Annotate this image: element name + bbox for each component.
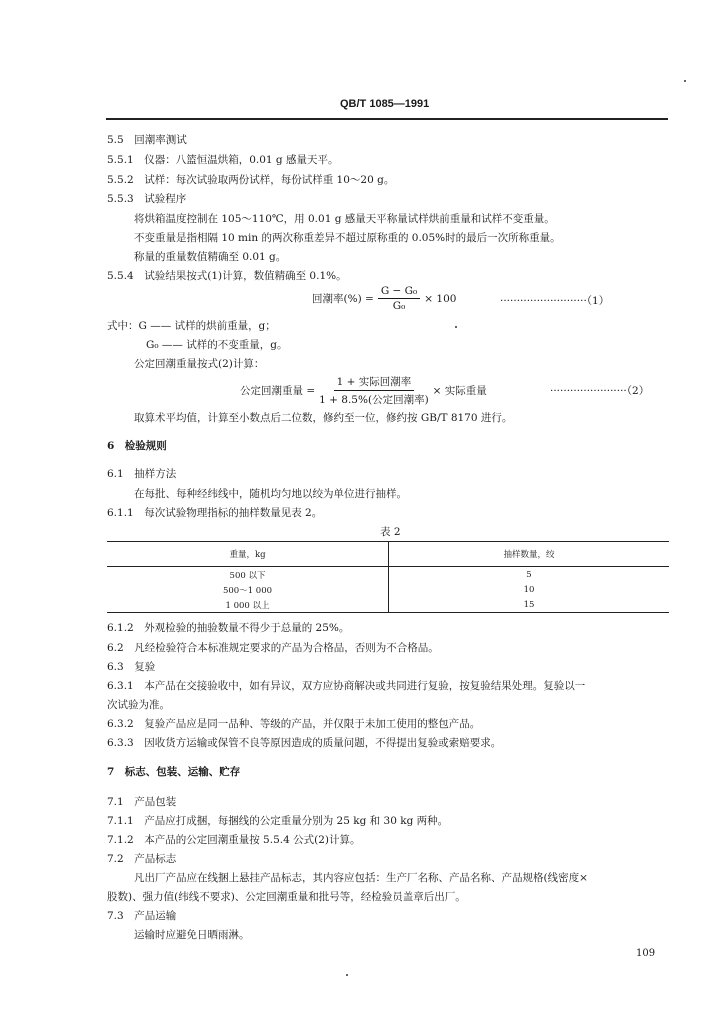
section-7-title: 7 标志、包装、运输、贮存: [107, 766, 241, 778]
standard-code: QB/T 1085—1991: [340, 98, 430, 110]
equation-2: [240, 374, 487, 407]
clause-7-1-1: 7.1.1 产品应打成捆，每捆线的公定重量分别为 25 kg 和 30 kg 两种。: [107, 815, 449, 827]
col-header-weight: 重量，kg: [107, 542, 389, 567]
cell-count: 10: [523, 584, 535, 595]
clause-6-3-1-line1: 6.3.1 本产品在交接验收中，如有异议，双方应协商解决或共同进行复验，按复验结果处理。复验以一: [107, 680, 586, 692]
clause-6-2: 6.2 凡经检验符合本标准规定要求的产品为合格品，否则为不合格品。: [107, 642, 439, 654]
eq1-rhs: × 100: [424, 292, 457, 305]
clause-7-1: 7.1 产品包装: [107, 796, 177, 808]
clause-6-3-2: 6.3.2 复验产品应是同一品种、等级的产品，并仅限于未加工使用的整包产品。: [107, 718, 481, 730]
eq2-numerator: 1 + 实际回潮率: [334, 374, 415, 391]
procedure-para-3: 称量的重量数值精确至 0.01 g。: [134, 251, 287, 263]
table-2-caption: 表 2: [380, 526, 401, 538]
where-line-2: G₀ —— 试样的不变重量，g。: [146, 339, 288, 351]
eq1-fraction: [378, 285, 420, 312]
where-line-1: 式中：G —— 试样的烘前重量，g；: [107, 320, 276, 332]
clause-7-2-line1: 凡出厂产品应在线捆上悬挂产品标志，其内容应包括：生产厂名称、产品名称、产品规格(线密度×: [134, 872, 588, 884]
eq2-intro: 公定回潮重量按式(2)计算：: [134, 358, 265, 370]
eq2-number: ·······················（2）: [550, 385, 650, 397]
procedure-para-1: 将烘箱温度控制在 105～110℃，用 0.01 g 感量天平称量试样烘前重量和试样不变重量。: [134, 213, 555, 225]
speck: [684, 80, 686, 82]
eq2-rhs: × 实际重量: [432, 385, 487, 397]
eq1-number: ··························（1）: [500, 295, 610, 307]
eq1-numerator: G − G₀: [378, 285, 420, 299]
cell-weight: 500～1 000: [107, 582, 389, 597]
eq1-denominator: G₀: [392, 300, 406, 312]
speck: [455, 326, 457, 328]
clause-7-2: 7.2 产品标志: [107, 853, 177, 865]
rounding-note: 取算术平均值，计算至小数点后二位数，修约至一位，修约按 GB/T 8170 进行。: [134, 412, 513, 424]
clause-6-3-1-line2: 次试验为准。: [107, 699, 170, 711]
clause-6-3-3: 6.3.3 因收货方运输或保管不良等原因造成的质量问题，不得提出复验或索赔要求。: [107, 737, 502, 749]
header-rule: [106, 118, 668, 120]
eq2-fraction: [319, 374, 429, 407]
clause-6-3: 6.3 复验: [107, 661, 156, 673]
table-row: [107, 567, 669, 583]
cell-count: 5: [526, 569, 532, 580]
speck: [346, 974, 348, 976]
clause-7-1-2: 7.1.2 本产品的公定回潮重量按 5.5.4 公式(2)计算。: [107, 834, 361, 846]
eq2-denominator: 1 + 8.5%(公定回潮率): [319, 394, 429, 406]
clause-5-5-3: 5.5.3 试验程序: [107, 193, 187, 205]
section-5-5-title: 5.5 回潮率测试: [107, 134, 187, 146]
clause-5-5-2: 5.5.2 试样：每次试验取两份试样，每份试样重 10～20 g。: [107, 174, 395, 186]
table-header-row: [107, 542, 669, 567]
table-row: [107, 582, 669, 597]
clause-6-1: 6.1 抽样方法: [107, 468, 177, 480]
clause-6-1-2: 6.1.2 外观检验的抽验数量不得少于总量的 25%。: [107, 622, 350, 634]
eq2-lhs: 公定回潮重量 =: [240, 385, 316, 397]
clause-7-3: 7.3 产品运输: [107, 910, 177, 922]
clause-5-5-4: 5.5.4 试验结果按式(1)计算，数值精确至 0.1%。: [107, 270, 347, 282]
clause-5-5-1: 5.5.1 仪器：八篮恒温烘箱，0.01 g 感量天平。: [107, 154, 339, 166]
procedure-para-2: 不变重量是指相隔 10 min 的两次称重差异不超过原称重的 0.05%时的最后一次所称重量。: [134, 232, 561, 244]
cell-count: 15: [389, 597, 670, 613]
clause-7-3-para: 运输时应避免日晒雨淋。: [134, 929, 250, 941]
cell-weight: 500 以下: [107, 567, 389, 583]
equation-1: [312, 285, 456, 312]
section-6-title: 6 检验规则: [107, 440, 167, 452]
table-row: [107, 597, 669, 613]
eq1-lhs: 回潮率(%) =: [312, 293, 374, 305]
table-2: [107, 541, 669, 613]
cell-weight: 1 000 以上: [107, 597, 389, 613]
clause-7-2-line2: 股数)、强力值(纬线不要求)、公定回潮重量和批号等，经检验员盖章后出厂。: [107, 891, 466, 903]
clause-6-1-para: 在每批、每种经纬线中，随机均匀地以绞为单位进行抽样。: [134, 488, 407, 500]
clause-6-1-1: 6.1.1 每次试验物理指标的抽样数量见表 2。: [107, 507, 323, 519]
page-number: 109: [636, 948, 656, 959]
col-header-sample-count: 抽样数量，绞: [389, 542, 670, 567]
